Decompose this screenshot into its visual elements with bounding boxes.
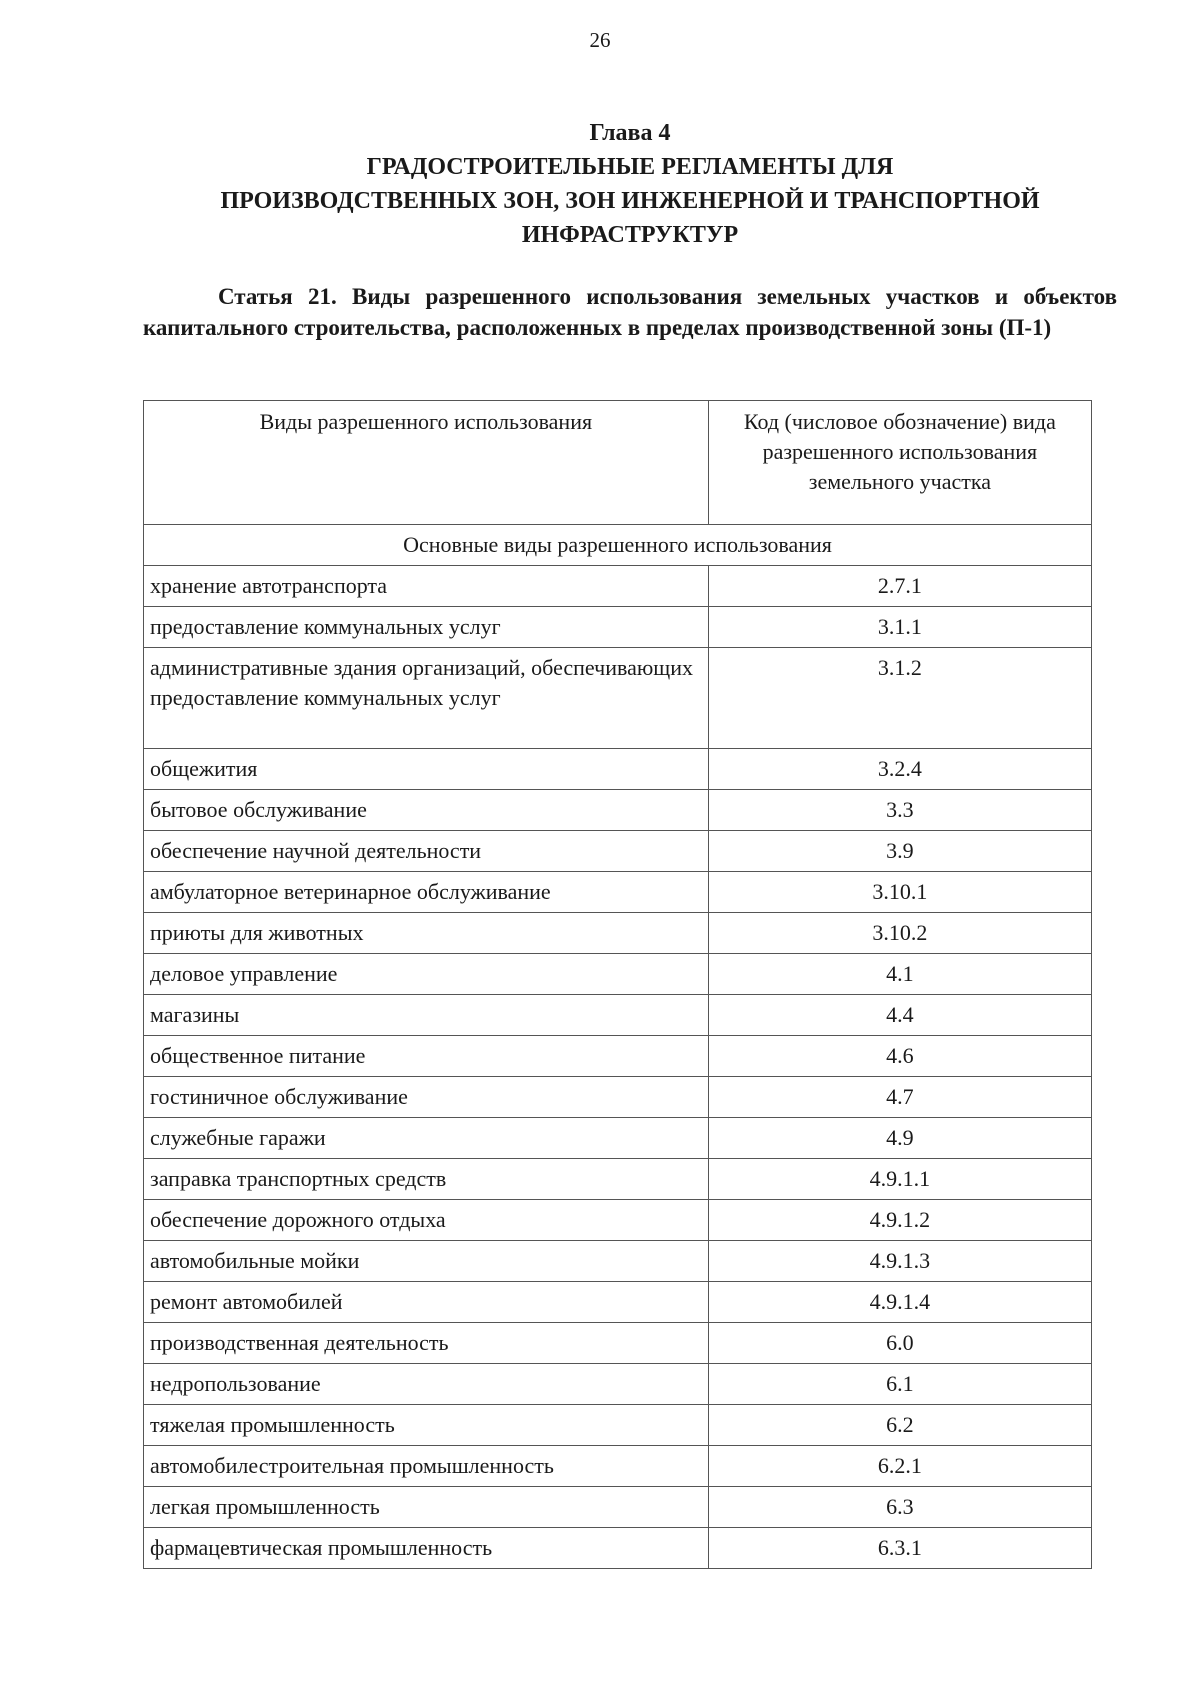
use-name-cell: тяжелая промышленность [144, 1405, 709, 1446]
use-code-cell: 6.0 [708, 1323, 1091, 1364]
table-row [144, 1159, 1092, 1200]
use-name-cell: недропользование [144, 1364, 709, 1405]
use-name-cell: служебные гаражи [144, 1118, 709, 1159]
use-name-cell: хранение автотранспорта [144, 566, 709, 607]
use-code-cell: 6.1 [708, 1364, 1091, 1405]
permitted-uses-table [143, 400, 1092, 1569]
table-row [144, 1364, 1092, 1405]
table-body [144, 525, 1092, 1569]
table-row [144, 872, 1092, 913]
use-name-cell: заправка транспортных средств [144, 1159, 709, 1200]
table-row [144, 566, 1092, 607]
section-row [144, 525, 1092, 566]
use-code-cell: 6.2 [708, 1405, 1091, 1446]
use-code-cell: 4.4 [708, 995, 1091, 1036]
table-row [144, 1200, 1092, 1241]
use-name-cell: гостиничное обслуживание [144, 1077, 709, 1118]
use-code-cell: 3.1.1 [708, 607, 1091, 648]
table-row [144, 1241, 1092, 1282]
use-code-cell: 4.7 [708, 1077, 1091, 1118]
use-code-cell: 3.1.2 [708, 648, 1091, 749]
header-use-type: Виды разрешенного использования [144, 401, 709, 525]
use-name-cell: ремонт автомобилей [144, 1282, 709, 1323]
table-row [144, 1323, 1092, 1364]
table-row [144, 1036, 1092, 1077]
use-name-cell: производственная деятельность [144, 1323, 709, 1364]
use-name-cell: фармацевтическая промышленность [144, 1528, 709, 1569]
page-number: 26 [589, 28, 611, 52]
use-name-cell: предоставление коммунальных услуг [144, 607, 709, 648]
article-heading: Статья 21. Виды разрешенного использования земельных участков и объектов капитального строительства, расположенных в пределах производственной зоны (П-1) [143, 284, 1117, 340]
table-row [144, 1446, 1092, 1487]
table-row [144, 954, 1092, 995]
table-row [144, 913, 1092, 954]
use-name-cell: автомобилестроительная промышленность [144, 1446, 709, 1487]
table-header-row [144, 401, 1092, 525]
use-code-cell: 4.6 [708, 1036, 1091, 1077]
chapter-title-line-3: ИНФРАСТРУКТУР [521, 222, 739, 248]
table-row [144, 1118, 1092, 1159]
chapter-title-line-2: ПРОИЗВОДСТВЕННЫХ ЗОН, ЗОН ИНЖЕНЕРНОЙ И ТРАНСПОРТНОЙ [220, 188, 1040, 214]
use-code-cell: 6.2.1 [708, 1446, 1091, 1487]
use-name-cell: деловое управление [144, 954, 709, 995]
chapter-label: Глава 4 [589, 120, 671, 146]
table-row [144, 1405, 1092, 1446]
table-row [144, 1528, 1092, 1569]
header-use-code: Код (числовое обозначение) вида разрешенного использования земельного участка [708, 401, 1091, 525]
use-code-cell: 3.2.4 [708, 749, 1091, 790]
use-code-cell: 6.3.1 [708, 1528, 1091, 1569]
use-name-cell: обеспечение научной деятельности [144, 831, 709, 872]
use-code-cell: 2.7.1 [708, 566, 1091, 607]
use-code-cell: 3.9 [708, 831, 1091, 872]
table-row [144, 1077, 1092, 1118]
use-name-cell: общежития [144, 749, 709, 790]
table-row [144, 1487, 1092, 1528]
table-row [144, 1282, 1092, 1323]
use-name-cell: обеспечение дорожного отдыха [144, 1200, 709, 1241]
use-code-cell: 3.10.1 [708, 872, 1091, 913]
table-row [144, 831, 1092, 872]
use-name-cell: административные здания организаций, обеспечивающих предоставление коммунальных услуг [144, 648, 709, 749]
table-row [144, 749, 1092, 790]
section-title: Основные виды разрешенного использования [144, 525, 1092, 566]
use-code-cell: 6.3 [708, 1487, 1091, 1528]
use-code-cell: 4.1 [708, 954, 1091, 995]
chapter-heading [150, 116, 1110, 252]
use-name-cell: амбулаторное ветеринарное обслуживание [144, 872, 709, 913]
table-row [144, 607, 1092, 648]
table-row [144, 648, 1092, 749]
use-code-cell: 4.9.1.1 [708, 1159, 1091, 1200]
table-row [144, 995, 1092, 1036]
use-code-cell: 4.9.1.4 [708, 1282, 1091, 1323]
use-name-cell: автомобильные мойки [144, 1241, 709, 1282]
use-name-cell: магазины [144, 995, 709, 1036]
use-code-cell: 4.9.1.3 [708, 1241, 1091, 1282]
use-code-cell: 3.10.2 [708, 913, 1091, 954]
use-name-cell: общественное питание [144, 1036, 709, 1077]
use-name-cell: легкая промышленность [144, 1487, 709, 1528]
chapter-title-line-1: ГРАДОСТРОИТЕЛЬНЫЕ РЕГЛАМЕНТЫ ДЛЯ [366, 154, 894, 180]
use-code-cell: 4.9 [708, 1118, 1091, 1159]
use-code-cell: 4.9.1.2 [708, 1200, 1091, 1241]
use-code-cell: 3.3 [708, 790, 1091, 831]
table-row [144, 790, 1092, 831]
use-name-cell: бытовое обслуживание [144, 790, 709, 831]
use-name-cell: приюты для животных [144, 913, 709, 954]
